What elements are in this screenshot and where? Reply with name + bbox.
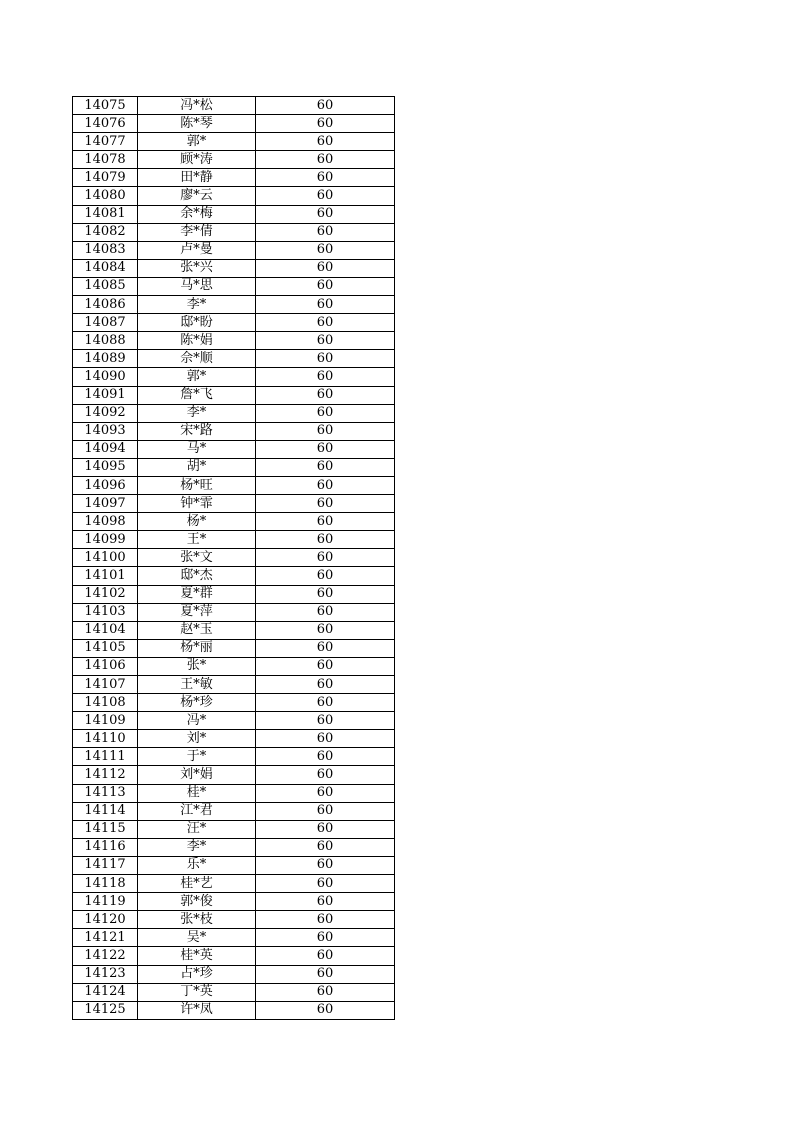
- score-cell: 60: [256, 241, 395, 259]
- table-row: [73, 947, 395, 965]
- score-cell: 60: [256, 476, 395, 494]
- table-row: [73, 187, 395, 205]
- id-cell: 14082: [73, 223, 138, 241]
- name-cell: 郭*: [138, 368, 256, 386]
- table-row: [73, 241, 395, 259]
- table-row: [73, 893, 395, 911]
- id-cell: 14119: [73, 893, 138, 911]
- name-cell: 李*: [138, 296, 256, 314]
- table-row: [73, 314, 395, 332]
- score-cell: 60: [256, 513, 395, 531]
- table-row: [73, 223, 395, 241]
- name-cell: 乐*: [138, 856, 256, 874]
- name-cell: 桂*: [138, 784, 256, 802]
- id-cell: 14094: [73, 440, 138, 458]
- id-cell: 14075: [73, 97, 138, 115]
- name-cell: 卢*曼: [138, 241, 256, 259]
- name-cell: 廖*云: [138, 187, 256, 205]
- id-cell: 14090: [73, 368, 138, 386]
- name-cell: 张*: [138, 657, 256, 675]
- table-row: [73, 549, 395, 567]
- name-cell: 陈*娟: [138, 332, 256, 350]
- id-cell: 14098: [73, 513, 138, 531]
- table-row: [73, 621, 395, 639]
- id-cell: 14118: [73, 875, 138, 893]
- id-cell: 14076: [73, 115, 138, 133]
- name-cell: 顾*涛: [138, 151, 256, 169]
- name-cell: 余*梅: [138, 205, 256, 223]
- score-cell: 60: [256, 205, 395, 223]
- score-cell: 60: [256, 314, 395, 332]
- score-cell: 60: [256, 440, 395, 458]
- score-cell: 60: [256, 422, 395, 440]
- id-cell: 14099: [73, 531, 138, 549]
- table-row: [73, 567, 395, 585]
- table-row: [73, 875, 395, 893]
- id-cell: 14086: [73, 296, 138, 314]
- name-cell: 詹*飞: [138, 386, 256, 404]
- table-row: [73, 784, 395, 802]
- table-row: [73, 259, 395, 277]
- id-cell: 14078: [73, 151, 138, 169]
- id-cell: 14104: [73, 621, 138, 639]
- score-cell: 60: [256, 404, 395, 422]
- table-row: [73, 676, 395, 694]
- score-cell: 60: [256, 1001, 395, 1019]
- table-row: [73, 404, 395, 422]
- id-cell: 14110: [73, 730, 138, 748]
- score-cell: 60: [256, 911, 395, 929]
- id-cell: 14091: [73, 386, 138, 404]
- score-cell: 60: [256, 386, 395, 404]
- score-cell: 60: [256, 350, 395, 368]
- table-row: [73, 748, 395, 766]
- name-cell: 江*君: [138, 802, 256, 820]
- score-cell: 60: [256, 332, 395, 350]
- name-cell: 冯*松: [138, 97, 256, 115]
- table-row: [73, 440, 395, 458]
- id-cell: 14116: [73, 838, 138, 856]
- id-cell: 14084: [73, 259, 138, 277]
- name-cell: 张*文: [138, 549, 256, 567]
- name-cell: 汪*: [138, 820, 256, 838]
- table-row: [73, 422, 395, 440]
- score-cell: 60: [256, 676, 395, 694]
- name-cell: 宋*路: [138, 422, 256, 440]
- table-row: [73, 495, 395, 513]
- id-cell: 14102: [73, 585, 138, 603]
- score-cell: 60: [256, 802, 395, 820]
- name-cell: 于*: [138, 748, 256, 766]
- table-row: [73, 458, 395, 476]
- score-cell: 60: [256, 133, 395, 151]
- score-cell: 60: [256, 277, 395, 295]
- name-cell: 杨*珍: [138, 694, 256, 712]
- name-cell: 马*: [138, 440, 256, 458]
- id-cell: 14085: [73, 277, 138, 295]
- id-cell: 14115: [73, 820, 138, 838]
- id-cell: 14107: [73, 676, 138, 694]
- score-cell: 60: [256, 151, 395, 169]
- name-cell: 杨*旺: [138, 476, 256, 494]
- id-cell: 14124: [73, 983, 138, 1001]
- table-row: [73, 838, 395, 856]
- table-row: [73, 513, 395, 531]
- table-row: [73, 277, 395, 295]
- score-cell: 60: [256, 965, 395, 983]
- name-cell: 李*倩: [138, 223, 256, 241]
- id-cell: 14106: [73, 657, 138, 675]
- table-row: [73, 712, 395, 730]
- table-row: [73, 585, 395, 603]
- table-row: [73, 766, 395, 784]
- name-cell: 马*思: [138, 277, 256, 295]
- name-cell: 张*枝: [138, 911, 256, 929]
- table-row: [73, 386, 395, 404]
- table-row: [73, 694, 395, 712]
- table-row: [73, 965, 395, 983]
- name-cell: 邸*杰: [138, 567, 256, 585]
- id-cell: 14125: [73, 1001, 138, 1019]
- name-cell: 李*: [138, 404, 256, 422]
- table-row: [73, 115, 395, 133]
- id-cell: 14081: [73, 205, 138, 223]
- score-cell: 60: [256, 169, 395, 187]
- id-cell: 14113: [73, 784, 138, 802]
- name-cell: 郭*俊: [138, 893, 256, 911]
- name-cell: 邸*盼: [138, 314, 256, 332]
- table-body: [73, 97, 395, 1020]
- name-cell: 刘*: [138, 730, 256, 748]
- score-cell: 60: [256, 875, 395, 893]
- table-row: [73, 350, 395, 368]
- name-cell: 王*敏: [138, 676, 256, 694]
- table-row: [73, 639, 395, 657]
- table-row: [73, 97, 395, 115]
- table-row: [73, 296, 395, 314]
- name-cell: 钟*霏: [138, 495, 256, 513]
- score-cell: 60: [256, 820, 395, 838]
- table-row: [73, 856, 395, 874]
- name-cell: 杨*: [138, 513, 256, 531]
- score-cell: 60: [256, 531, 395, 549]
- table-row: [73, 603, 395, 621]
- score-cell: 60: [256, 495, 395, 513]
- name-cell: 许*凤: [138, 1001, 256, 1019]
- id-cell: 14120: [73, 911, 138, 929]
- score-cell: 60: [256, 639, 395, 657]
- score-cell: 60: [256, 585, 395, 603]
- id-cell: 14101: [73, 567, 138, 585]
- id-cell: 14117: [73, 856, 138, 874]
- name-cell: 刘*娟: [138, 766, 256, 784]
- score-cell: 60: [256, 296, 395, 314]
- table-row: [73, 730, 395, 748]
- table-row: [73, 169, 395, 187]
- table-row: [73, 802, 395, 820]
- id-cell: 14122: [73, 947, 138, 965]
- score-cell: 60: [256, 712, 395, 730]
- score-cell: 60: [256, 567, 395, 585]
- score-cell: 60: [256, 694, 395, 712]
- id-cell: 14077: [73, 133, 138, 151]
- score-cell: 60: [256, 368, 395, 386]
- id-cell: 14109: [73, 712, 138, 730]
- id-cell: 14112: [73, 766, 138, 784]
- id-cell: 14123: [73, 965, 138, 983]
- table-row: [73, 929, 395, 947]
- score-cell: 60: [256, 983, 395, 1001]
- name-cell: 赵*玉: [138, 621, 256, 639]
- table-row: [73, 133, 395, 151]
- score-cell: 60: [256, 458, 395, 476]
- score-cell: 60: [256, 115, 395, 133]
- id-cell: 14105: [73, 639, 138, 657]
- id-cell: 14087: [73, 314, 138, 332]
- name-cell: 杨*丽: [138, 639, 256, 657]
- table-row: [73, 657, 395, 675]
- table-row: [73, 983, 395, 1001]
- name-cell: 胡*: [138, 458, 256, 476]
- table-row: [73, 476, 395, 494]
- score-cell: 60: [256, 97, 395, 115]
- id-cell: 14079: [73, 169, 138, 187]
- score-cell: 60: [256, 947, 395, 965]
- id-cell: 14093: [73, 422, 138, 440]
- name-cell: 李*: [138, 838, 256, 856]
- score-cell: 60: [256, 549, 395, 567]
- table-row: [73, 911, 395, 929]
- id-cell: 14089: [73, 350, 138, 368]
- score-cell: 60: [256, 856, 395, 874]
- name-cell: 夏*群: [138, 585, 256, 603]
- table-row: [73, 332, 395, 350]
- id-cell: 14095: [73, 458, 138, 476]
- name-cell: 张*兴: [138, 259, 256, 277]
- score-cell: 60: [256, 929, 395, 947]
- table-row: [73, 205, 395, 223]
- score-cell: 60: [256, 748, 395, 766]
- id-cell: 14097: [73, 495, 138, 513]
- score-cell: 60: [256, 187, 395, 205]
- name-cell: 丁*英: [138, 983, 256, 1001]
- name-cell: 占*珍: [138, 965, 256, 983]
- score-cell: 60: [256, 838, 395, 856]
- table-row: [73, 151, 395, 169]
- id-cell: 14080: [73, 187, 138, 205]
- score-cell: 60: [256, 730, 395, 748]
- name-cell: 桂*艺: [138, 875, 256, 893]
- name-cell: 冯*: [138, 712, 256, 730]
- table-row: [73, 531, 395, 549]
- id-cell: 14103: [73, 603, 138, 621]
- id-cell: 14108: [73, 694, 138, 712]
- table-row: [73, 820, 395, 838]
- name-cell: 王*: [138, 531, 256, 549]
- name-cell: 田*静: [138, 169, 256, 187]
- score-cell: 60: [256, 766, 395, 784]
- name-cell: 吴*: [138, 929, 256, 947]
- id-cell: 14092: [73, 404, 138, 422]
- id-cell: 14083: [73, 241, 138, 259]
- id-cell: 14121: [73, 929, 138, 947]
- id-cell: 14088: [73, 332, 138, 350]
- score-cell: 60: [256, 657, 395, 675]
- score-cell: 60: [256, 223, 395, 241]
- id-cell: 14100: [73, 549, 138, 567]
- score-cell: 60: [256, 259, 395, 277]
- name-cell: 陈*琴: [138, 115, 256, 133]
- name-cell: 佘*顺: [138, 350, 256, 368]
- score-cell: 60: [256, 784, 395, 802]
- table-row: [73, 1001, 395, 1019]
- table-row: [73, 368, 395, 386]
- score-cell: 60: [256, 621, 395, 639]
- id-cell: 14114: [73, 802, 138, 820]
- name-cell: 桂*英: [138, 947, 256, 965]
- score-cell: 60: [256, 603, 395, 621]
- data-table: [72, 96, 395, 1020]
- id-cell: 14111: [73, 748, 138, 766]
- name-cell: 郭*: [138, 133, 256, 151]
- score-cell: 60: [256, 893, 395, 911]
- name-cell: 夏*萍: [138, 603, 256, 621]
- id-cell: 14096: [73, 476, 138, 494]
